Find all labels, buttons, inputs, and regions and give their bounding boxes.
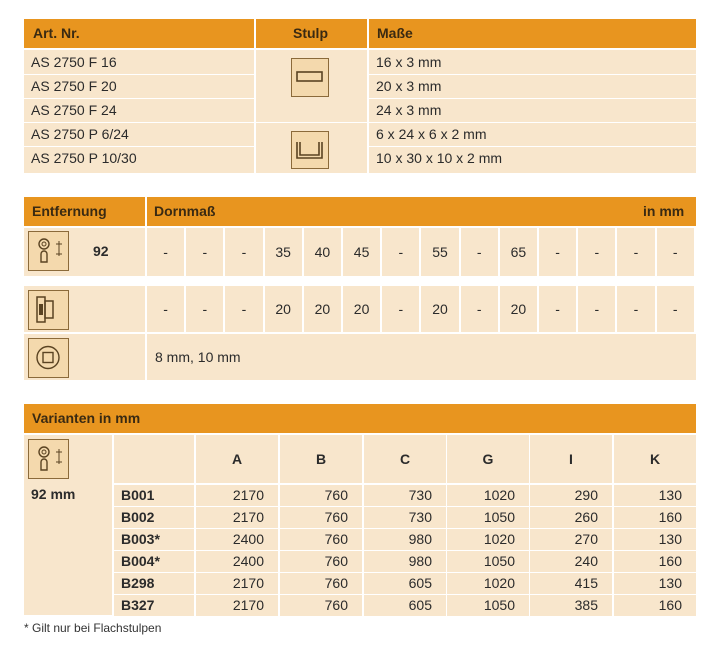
round-square-icon (28, 338, 69, 378)
table-cell: 605 (364, 573, 446, 594)
dornmass-cell: - (657, 228, 694, 276)
table-row-masse: 10 x 30 x 10 x 2 mm (376, 150, 503, 166)
dornmass-cell: - (147, 286, 184, 332)
distance-value: 92 (93, 243, 109, 259)
dornmass-cell: 20 (304, 286, 341, 332)
header-entfernung: Entfernung (32, 203, 107, 219)
table-row-name: B002 (114, 507, 194, 528)
table-row-masse: 16 x 3 mm (376, 54, 442, 70)
dornmass-cell: - (578, 286, 615, 332)
dornmass-cell: - (147, 228, 184, 276)
header-dornmass: Dornmaß (154, 203, 216, 219)
table-row-art: AS 2750 F 16 (31, 54, 117, 70)
table-cell: 980 (364, 551, 446, 572)
table-cell: 2170 (196, 573, 278, 594)
column-header: C (364, 435, 446, 483)
dornmass-cell: - (225, 286, 262, 332)
table-row-art: AS 2750 F 24 (31, 102, 117, 118)
dornmass-cell: - (539, 228, 576, 276)
table3-name-header (114, 435, 194, 483)
dornmass-cell: - (461, 228, 498, 276)
header-unit: in mm (643, 203, 685, 219)
table-cell: 160 (614, 551, 696, 572)
dornmass-cell: - (461, 286, 498, 332)
table-cell: 160 (614, 507, 696, 528)
table-row-masse: 20 x 3 mm (376, 78, 442, 94)
table-cell: 240 (530, 551, 612, 572)
column-header: I (530, 435, 612, 483)
dornmass-cell: 20 (500, 286, 537, 332)
dornmass-cell: - (539, 286, 576, 332)
dornmass-cell: - (382, 286, 419, 332)
dornmass-cell: - (617, 228, 654, 276)
table1-header (24, 19, 696, 48)
table-cell: 2400 (196, 551, 278, 572)
table-row-name: B004* (114, 551, 194, 572)
table-row-masse: 24 x 3 mm (376, 102, 442, 118)
table-row-masse: 6 x 24 x 6 x 2 mm (376, 126, 487, 142)
spindle-sizes: 8 mm, 10 mm (155, 349, 241, 365)
table-row-art: AS 2750 P 6/24 (31, 126, 129, 142)
table-cell: 1050 (447, 507, 529, 528)
table-cell: 2170 (196, 595, 278, 616)
group-label: 92 mm (31, 486, 76, 502)
dornmass-cell: - (186, 286, 223, 332)
table-cell: 605 (364, 595, 446, 616)
table-cell: 415 (530, 573, 612, 594)
u-faceplate-icon (291, 131, 329, 169)
column-header: K (614, 435, 696, 483)
dornmass-cell: 20 (265, 286, 302, 332)
dornmass-cell: 35 (265, 228, 302, 276)
table-cell: 130 (614, 573, 696, 594)
table-row-name: B327 (114, 595, 194, 616)
lock-side-icon (28, 290, 69, 330)
footnote: * Gilt nur bei Flachstulpen (24, 621, 162, 635)
table-cell: 1020 (447, 573, 529, 594)
table-cell: 2400 (196, 529, 278, 550)
header-masse: Maße (377, 25, 413, 41)
flat-faceplate-icon (291, 58, 329, 97)
column-header: B (280, 435, 362, 483)
table-row-name: B003* (114, 529, 194, 550)
table-cell: 760 (280, 551, 362, 572)
table-cell: 290 (530, 485, 612, 506)
dornmass-cell: 20 (343, 286, 380, 332)
dornmass-cell: - (657, 286, 694, 332)
dornmass-cell: 20 (421, 286, 458, 332)
table-cell: 1020 (447, 529, 529, 550)
table-cell: 2170 (196, 507, 278, 528)
dornmass-cell: - (617, 286, 654, 332)
table-cell: 760 (280, 595, 362, 616)
table-cell: 385 (530, 595, 612, 616)
table-row-name: B298 (114, 573, 194, 594)
table-cell: 2170 (196, 485, 278, 506)
table-cell: 130 (614, 485, 696, 506)
table-cell: 730 (364, 485, 446, 506)
table-cell: 980 (364, 529, 446, 550)
table-cell: 1050 (447, 551, 529, 572)
table-cell: 760 (280, 485, 362, 506)
table-cell: 730 (364, 507, 446, 528)
dornmass-cell: 40 (304, 228, 341, 276)
dornmass-cell: 65 (500, 228, 537, 276)
table-cell: 270 (530, 529, 612, 550)
table-row-name: B001 (114, 485, 194, 506)
dornmass-cell: - (578, 228, 615, 276)
column-header: G (447, 435, 529, 483)
header-art-nr: Art. Nr. (33, 25, 80, 41)
dornmass-cell: - (382, 228, 419, 276)
table-cell: 760 (280, 573, 362, 594)
dornmass-cell: - (225, 228, 262, 276)
lock-cylinder-distance-icon (28, 231, 69, 271)
table-cell: 130 (614, 529, 696, 550)
table-cell: 1050 (447, 595, 529, 616)
table2-header (24, 197, 696, 226)
table-cell: 260 (530, 507, 612, 528)
dornmass-cell: 55 (421, 228, 458, 276)
dornmass-cell: 45 (343, 228, 380, 276)
dornmass-cell: - (186, 228, 223, 276)
table-row-art: AS 2750 P 10/30 (31, 150, 137, 166)
table-cell: 760 (280, 529, 362, 550)
lock-cylinder-distance-icon (28, 439, 69, 479)
table-row-art: AS 2750 F 20 (31, 78, 117, 94)
divider (254, 19, 256, 48)
column-header: A (196, 435, 278, 483)
table3-title: Varianten in mm (32, 410, 141, 426)
table-cell: 1020 (447, 485, 529, 506)
table-cell: 760 (280, 507, 362, 528)
header-stulp: Stulp (293, 25, 328, 41)
divider (367, 19, 369, 48)
table-cell: 160 (614, 595, 696, 616)
